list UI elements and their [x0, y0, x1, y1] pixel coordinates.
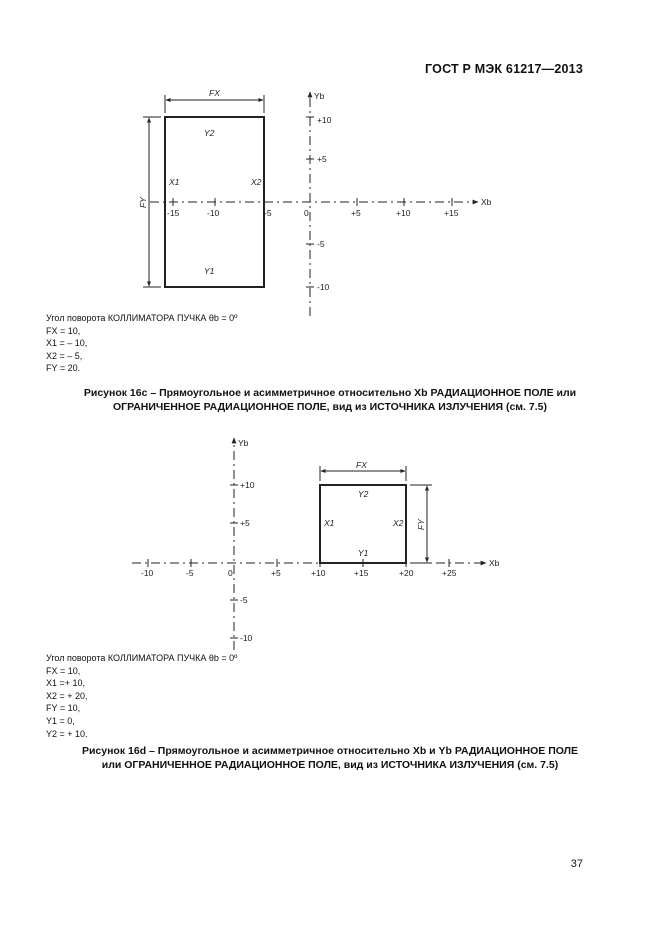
x-tick-label: 0	[228, 568, 233, 578]
y-tick-label: +5	[317, 154, 327, 164]
param-line: Угол поворота КОЛЛИМАТОРА ПУЧКА θb = 0º	[46, 313, 238, 323]
x-tick-label: +15	[444, 208, 459, 218]
x-tick-label: 0	[304, 208, 309, 218]
param-line: FY = 10,	[46, 703, 81, 714]
param-line: X1 = – 10,	[46, 338, 88, 349]
y-tick-label: -5	[317, 239, 325, 249]
x-tick-label: +5	[351, 208, 361, 218]
y-tick-label: +10	[317, 115, 332, 125]
x-tick-label: -10	[141, 568, 154, 578]
x-axis-label: Xb	[489, 558, 500, 568]
fy-label: FY	[416, 519, 426, 530]
caption-line: Рисунок 16c – Прямоугольное и асимметричное относительно Xb РАДИАЦИОННОЕ ПОЛЕ или	[83, 387, 577, 399]
x1-label: X1	[324, 518, 335, 528]
x-tick-label: +20	[399, 568, 414, 578]
param-line: FX = 10,	[46, 325, 81, 336]
figure-16c-parameters	[46, 312, 237, 375]
x2-label: X2	[251, 177, 262, 187]
fx-label: FX	[209, 88, 220, 98]
page-number: 37	[570, 858, 583, 870]
x-tick-label: -15	[167, 208, 180, 218]
y-tick-label: +5	[240, 518, 250, 528]
y2-label: Y2	[358, 489, 369, 499]
figure-16d-parameters	[46, 652, 237, 740]
x1-label: X1	[169, 177, 180, 187]
param-line: FY = 20.	[46, 363, 81, 374]
y-axis-label: Yb	[314, 91, 325, 101]
x2-label: X2	[393, 518, 404, 528]
x-tick-label: -5	[264, 208, 272, 218]
param-line: Угол поворота КОЛЛИМАТОРА ПУЧКА θb = 0º	[46, 653, 238, 663]
caption-line: ОГРАНИЧЕННОЕ РАДИАЦИОННОЕ ПОЛЕ, вид из ИСТОЧНИКА ИЗЛУЧЕНИЯ (см. 7.5)	[113, 401, 547, 413]
standard-header: ГОСТ Р МЭК 61217—2013	[425, 62, 583, 76]
param-line: X1 =+ 10,	[46, 678, 86, 689]
x-tick-label: +10	[311, 568, 326, 578]
param-line: Y1 = 0,	[46, 715, 75, 726]
y-axis-label: Yb	[238, 438, 249, 448]
y1-label: Y1	[358, 548, 369, 558]
x-tick-label: +15	[354, 568, 369, 578]
caption-line: Рисунок 16d – Прямоугольное и асимметричное относительно Xb и Yb РАДИАЦИОННОЕ ПОЛЕ	[81, 745, 579, 757]
param-line: X2 = + 20,	[46, 690, 88, 701]
caption-line: или ОГРАНИЧЕННОЕ РАДИАЦИОННОЕ ПОЛЕ, вид из ИСТОЧНИКА ИЗЛУЧЕНИЯ (см. 7.5)	[101, 759, 559, 771]
y-tick-label: +10	[240, 480, 255, 490]
y-tick-label: -10	[240, 633, 253, 643]
y2-label: Y2	[204, 128, 215, 138]
figure-16c-caption	[30, 386, 630, 414]
x-tick-label: +10	[396, 208, 411, 218]
y-tick-label: -5	[240, 595, 248, 605]
x-axis-label: Xb	[481, 197, 492, 207]
param-line: FX = 10,	[46, 665, 81, 676]
param-line: Y2 = + 10.	[46, 728, 88, 739]
fy-label: FY	[138, 197, 148, 208]
figure-16d-caption	[30, 744, 630, 772]
fx-label: FX	[356, 460, 367, 470]
x-tick-label: -10	[207, 208, 220, 218]
param-line: X2 = – 5,	[46, 350, 83, 361]
y-tick-label: -10	[317, 282, 330, 292]
x-tick-label: +5	[271, 568, 281, 578]
x-tick-label: +25	[442, 568, 457, 578]
y1-label: Y1	[204, 266, 215, 276]
x-tick-label: -5	[186, 568, 194, 578]
